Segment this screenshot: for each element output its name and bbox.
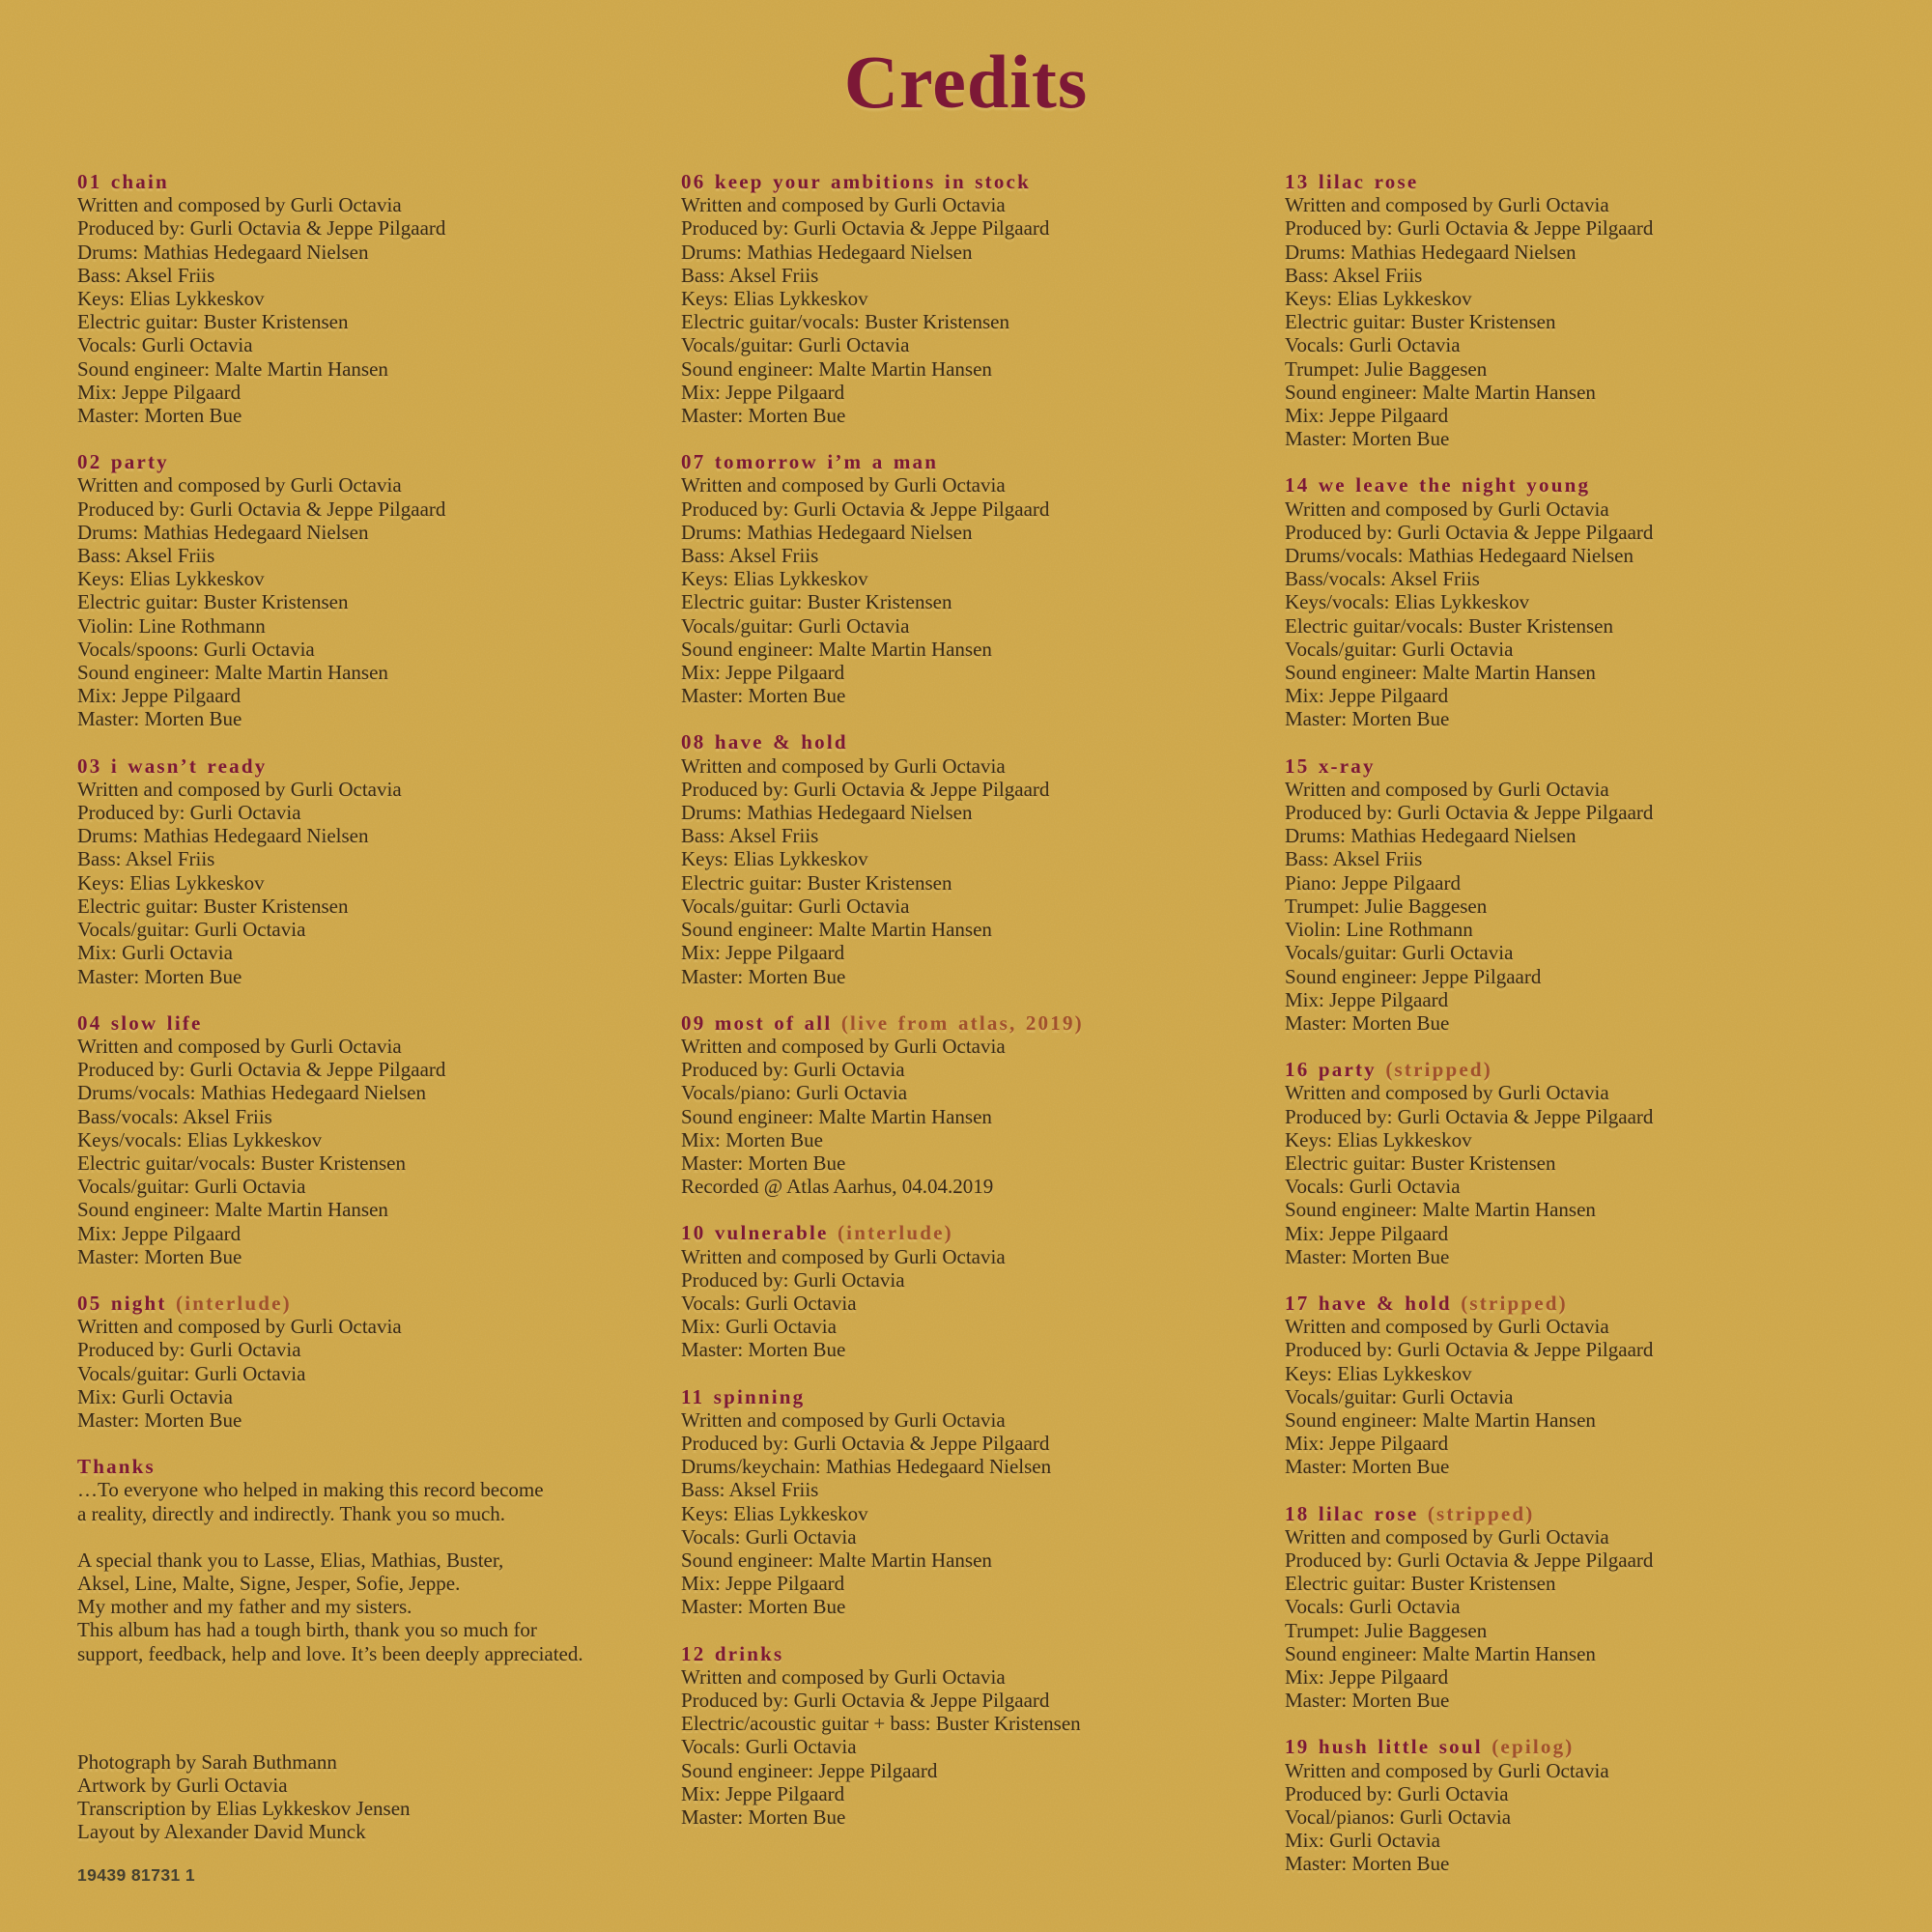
thanks-line: My mother and my father and my sisters. <box>77 1595 412 1619</box>
credit-line: Sound engineer: Malte Martin Hansen <box>1285 661 1596 685</box>
column-1 <box>77 170 652 1887</box>
track-05-section <box>77 1292 652 1432</box>
credit-line: Bass: Aksel Friis <box>681 263 819 287</box>
track-title: have & hold <box>1318 1291 1452 1315</box>
credit-line: Drums: Mathias Hedegaard Nielsen <box>77 520 369 544</box>
track-title: x-ray <box>1318 753 1376 778</box>
credit-line: Vocals: Gurli Octavia <box>1285 1595 1461 1619</box>
track-08-section <box>681 730 1256 987</box>
credit-line: Mix: Jeppe Pilgaard <box>1285 987 1449 1011</box>
track-number: 02 <box>77 450 102 474</box>
track-title-suffix: (live from atlas, 2019) <box>840 1010 1084 1035</box>
credit-line: Mix: Gurli Octavia <box>77 1384 233 1408</box>
credit-line: Written and composed by Gurli Octavia <box>77 473 402 497</box>
credit-line: Written and composed by Gurli Octavia <box>1285 1315 1609 1339</box>
track-heading <box>681 730 1256 753</box>
track-number: 16 <box>1285 1058 1310 1082</box>
track-title-suffix: (stripped) <box>1385 1058 1492 1082</box>
credit-line: Vocals/guitar: Gurli Octavia <box>77 1361 306 1385</box>
credit-line: Electric guitar: Buster Kristensen <box>77 310 349 334</box>
credit-line: Drums: Mathias Hedegaard Nielsen <box>77 240 369 264</box>
credit-line: Written and composed by Gurli Octavia <box>681 473 1006 497</box>
credit-line: Trumpet: Julie Baggesen <box>1285 356 1488 381</box>
thanks-section <box>77 1455 652 1665</box>
credit-line: Electric guitar: Buster Kristensen <box>77 894 349 918</box>
credit-line: Produced by: Gurli Octavia & Jeppe Pilgaard <box>1285 520 1654 544</box>
thanks-paragraph <box>77 1478 652 1524</box>
track-title: have & hold <box>714 730 848 754</box>
track-03-section <box>77 754 652 988</box>
credit-line: Keys: Elias Lykkeskov <box>681 567 868 591</box>
thanks-line: a reality, directly and indirectly. Thank you so much. <box>77 1501 506 1525</box>
track-02-section <box>77 450 652 730</box>
credit-line: Bass: Aksel Friis <box>681 824 819 848</box>
thanks-line: Aksel, Line, Malte, Signe, Jesper, Sofie, Jeppe. <box>77 1571 461 1595</box>
credit-line: Mix: Jeppe Pilgaard <box>1285 404 1449 428</box>
track-title: most of all <box>714 1010 833 1035</box>
thanks-heading: Thanks <box>77 1455 156 1479</box>
track-number: 13 <box>1285 170 1310 193</box>
credit-line: Vocal/pianos: Gurli Octavia <box>1285 1805 1512 1829</box>
thanks-line: A special thank you to Lasse, Elias, Mathias, Buster, <box>77 1548 504 1572</box>
track-18-section <box>1285 1502 1860 1713</box>
credit-line: Keys: Elias Lykkeskov <box>681 847 868 871</box>
credit-line: Electric guitar/vocals: Buster Kristensen <box>681 310 1009 334</box>
column-3 <box>1285 170 1860 1899</box>
column-2 <box>681 170 1256 1852</box>
credit-line: Drums/keychain: Mathias Hedegaard Nielsen <box>681 1455 1052 1479</box>
credit-line: Written and composed by Gurli Octavia <box>77 777 402 801</box>
credit-line: Vocals: Gurli Octavia <box>681 1524 857 1548</box>
credit-line: Master: Morten Bue <box>77 1244 242 1268</box>
track-heading <box>681 170 1256 193</box>
page-title: Credits <box>843 40 1089 124</box>
credit-line: Electric guitar: Buster Kristensen <box>77 590 349 614</box>
credit-line: Written and composed by Gurli Octavia <box>681 193 1006 217</box>
track-title: keep your ambitions in stock <box>714 170 1031 193</box>
track-16-section <box>1285 1058 1860 1268</box>
credit-line: Mix: Jeppe Pilgaard <box>77 1221 242 1245</box>
credit-line: Drums: Mathias Hedegaard Nielsen <box>681 240 973 264</box>
track-heading <box>1285 1292 1860 1315</box>
track-number: 12 <box>681 1641 706 1665</box>
credit-line: Vocals/guitar: Gurli Octavia <box>77 918 306 942</box>
credit-line: Bass: Aksel Friis <box>1285 847 1423 871</box>
track-title: party <box>1318 1058 1377 1082</box>
credit-line: Master: Morten Bue <box>1285 1010 1450 1035</box>
track-heading <box>77 1011 652 1035</box>
credit-line: Vocals/guitar: Gurli Octavia <box>1285 941 1514 965</box>
track-number: 17 <box>1285 1291 1310 1315</box>
credit-line: Written and composed by Gurli Octavia <box>77 1034 402 1058</box>
track-17-section <box>1285 1292 1860 1479</box>
credit-line: Produced by: Gurli Octavia & Jeppe Pilgaard <box>1285 1338 1654 1362</box>
credit-line: Sound engineer: Jeppe Pilgaard <box>681 1758 938 1782</box>
track-number: 15 <box>1285 753 1310 778</box>
credit-line: Master: Morten Bue <box>77 404 242 428</box>
credit-line: Mix: Jeppe Pilgaard <box>681 941 845 965</box>
credit-line: Written and composed by Gurli Octavia <box>77 193 402 217</box>
credit-line: Mix: Gurli Octavia <box>681 1315 837 1339</box>
track-number: 01 <box>77 170 102 193</box>
credit-line: Master: Morten Bue <box>1285 1244 1450 1268</box>
credit-line: Bass: Aksel Friis <box>77 847 215 871</box>
credit-line: Sound engineer: Malte Martin Hansen <box>681 1548 992 1572</box>
credit-line: Master: Morten Bue <box>681 684 846 708</box>
track-07-section <box>681 450 1256 707</box>
credit-line: Mix: Gurli Octavia <box>1285 1829 1440 1853</box>
credit-line: Mix: Jeppe Pilgaard <box>1285 684 1449 708</box>
track-heading <box>681 1221 1256 1244</box>
credit-line: Produced by: Gurli Octavia & Jeppe Pilgaard <box>681 777 1050 801</box>
credit-line: Vocals/guitar: Gurli Octavia <box>681 613 910 638</box>
credit-line: Vocals/guitar: Gurli Octavia <box>681 894 910 918</box>
track-heading <box>77 450 652 473</box>
track-number: 07 <box>681 450 706 474</box>
credit-line: Written and composed by Gurli Octavia <box>1285 1081 1609 1105</box>
colophon-line: Artwork by Gurli Octavia <box>77 1773 288 1797</box>
credit-line: Sound engineer: Malte Martin Hansen <box>1285 1198 1596 1222</box>
credit-line: Written and composed by Gurli Octavia <box>681 753 1006 778</box>
track-title-suffix: (stripped) <box>1461 1291 1568 1315</box>
credit-line: Produced by: Gurli Octavia & Jeppe Pilgaard <box>1285 801 1654 825</box>
credit-line: Written and composed by Gurli Octavia <box>681 1244 1006 1268</box>
credit-line: Electric guitar: Buster Kristensen <box>1285 310 1556 334</box>
track-12-section <box>681 1642 1256 1830</box>
track-heading <box>77 754 652 778</box>
track-title: night <box>110 1291 167 1315</box>
credit-line: Mix: Jeppe Pilgaard <box>1285 1221 1449 1245</box>
credit-line: Electric/acoustic guitar + bass: Buster Kristensen <box>681 1712 1081 1736</box>
credit-line: Master: Morten Bue <box>1285 1689 1450 1713</box>
credit-line: Vocals: Gurli Octavia <box>1285 1175 1461 1199</box>
credit-line: Mix: Morten Bue <box>681 1127 823 1151</box>
track-title: vulnerable <box>714 1221 829 1245</box>
track-number: 11 <box>681 1384 705 1408</box>
credit-line: Keys: Elias Lykkeskov <box>1285 1361 1472 1385</box>
track-11-section <box>681 1385 1256 1619</box>
credit-line: Mix: Jeppe Pilgaard <box>77 684 242 708</box>
credit-line: Keys: Elias Lykkeskov <box>77 870 265 895</box>
credit-line: Keys: Elias Lykkeskov <box>681 1501 868 1525</box>
credit-line: Electric guitar: Buster Kristensen <box>681 590 952 614</box>
credit-line: Keys: Elias Lykkeskov <box>77 567 265 591</box>
colophon-line: Photograph by Sarah Buthmann <box>77 1749 337 1774</box>
track-title: hush little soul <box>1318 1735 1483 1759</box>
credit-line: Sound engineer: Malte Martin Hansen <box>77 1198 388 1222</box>
credit-line: Mix: Gurli Octavia <box>77 941 233 965</box>
credit-line: Produced by: Gurli Octavia <box>1285 1781 1509 1805</box>
credit-line: Trumpet: Julie Baggesen <box>1285 1618 1488 1642</box>
credit-line: Mix: Jeppe Pilgaard <box>1285 1664 1449 1689</box>
credit-line: Master: Morten Bue <box>681 1805 846 1829</box>
track-10-section <box>681 1221 1256 1361</box>
credit-line: Violin: Line Rothmann <box>1285 918 1473 942</box>
credit-line: Vocals/guitar: Gurli Octavia <box>681 333 910 357</box>
credit-line: Keys: Elias Lykkeskov <box>681 287 868 311</box>
credit-line: Keys/vocals: Elias Lykkeskov <box>1285 590 1530 614</box>
track-heading <box>681 1385 1256 1408</box>
credit-line: Mix: Jeppe Pilgaard <box>681 661 845 685</box>
credit-line: Written and composed by Gurli Octavia <box>1285 193 1609 217</box>
track-title: we leave the night young <box>1318 473 1591 497</box>
credit-line: Master: Morten Bue <box>681 1338 846 1362</box>
credit-line: Bass: Aksel Friis <box>681 1478 819 1502</box>
credit-line: Written and composed by Gurli Octavia <box>1285 777 1609 801</box>
credit-line: Vocals/guitar: Gurli Octavia <box>1285 637 1514 661</box>
credit-line: Sound engineer: Malte Martin Hansen <box>681 356 992 381</box>
credit-line: Bass/vocals: Aksel Friis <box>77 1104 272 1128</box>
track-number: 09 <box>681 1010 706 1035</box>
credit-line: Bass: Aksel Friis <box>1285 263 1423 287</box>
credit-line: Drums/vocals: Mathias Hedegaard Nielsen <box>77 1081 426 1105</box>
credit-line: Produced by: Gurli Octavia & Jeppe Pilgaard <box>681 1431 1050 1455</box>
track-heading <box>77 1292 652 1315</box>
credit-line: Vocals/spoons: Gurli Octavia <box>77 637 315 661</box>
track-number: 03 <box>77 753 102 778</box>
credit-line: Bass/vocals: Aksel Friis <box>1285 567 1480 591</box>
credit-line: Drums: Mathias Hedegaard Nielsen <box>1285 240 1577 264</box>
credit-line: Sound engineer: Malte Martin Hansen <box>1285 380 1596 404</box>
track-title: slow life <box>110 1010 203 1035</box>
credit-line: Sound engineer: Jeppe Pilgaard <box>1285 964 1542 988</box>
credit-line: Vocals/piano: Gurli Octavia <box>681 1081 908 1105</box>
credit-line: Vocals/guitar: Gurli Octavia <box>77 1175 306 1199</box>
colophon-line: Transcription by Elias Lykkeskov Jensen <box>77 1797 411 1821</box>
track-title: chain <box>110 170 169 193</box>
credit-line: Produced by: Gurli Octavia <box>681 1058 905 1082</box>
credit-line: Vocals/guitar: Gurli Octavia <box>1285 1384 1514 1408</box>
credit-line: Sound engineer: Malte Martin Hansen <box>77 356 388 381</box>
credit-line: Bass: Aksel Friis <box>681 544 819 568</box>
credit-line: Written and composed by Gurli Octavia <box>1285 497 1609 521</box>
track-title: i wasn’t ready <box>110 753 268 778</box>
credit-line: Produced by: Gurli Octavia & Jeppe Pilgaard <box>1285 1548 1654 1572</box>
credit-line: Sound engineer: Malte Martin Hansen <box>681 918 992 942</box>
credit-line: Master: Morten Bue <box>77 964 242 988</box>
track-number: 06 <box>681 170 706 193</box>
credit-line: Written and composed by Gurli Octavia <box>77 1315 402 1339</box>
credit-line: Master: Morten Bue <box>681 404 846 428</box>
thanks-line: …To everyone who helped in making this record become <box>77 1478 544 1502</box>
credit-line: Written and composed by Gurli Octavia <box>681 1664 1006 1689</box>
track-19-section <box>1285 1735 1860 1875</box>
track-heading <box>1285 473 1860 497</box>
credit-line: Keys: Elias Lykkeskov <box>1285 1127 1472 1151</box>
credit-line: Master: Morten Bue <box>77 1407 242 1432</box>
credit-line: Vocals: Gurli Octavia <box>681 1291 857 1315</box>
track-number: 14 <box>1285 473 1310 497</box>
track-06-section <box>681 170 1256 427</box>
track-title: lilac rose <box>1318 1501 1419 1525</box>
track-heading <box>1285 1502 1860 1525</box>
credit-line: Written and composed by Gurli Octavia <box>1285 1524 1609 1548</box>
track-number: 08 <box>681 730 706 754</box>
credit-line: Electric guitar/vocals: Buster Kristensen <box>77 1151 406 1175</box>
credit-line: Master: Morten Bue <box>77 707 242 731</box>
credit-line: Master: Morten Bue <box>1285 427 1450 451</box>
track-number: 19 <box>1285 1735 1310 1759</box>
credit-line: Violin: Line Rothmann <box>77 613 266 638</box>
credit-line: Bass: Aksel Friis <box>77 544 215 568</box>
track-number: 04 <box>77 1010 102 1035</box>
track-title: tomorrow i’m a man <box>714 450 939 474</box>
colophon-line: Layout by Alexander David Munck <box>77 1820 366 1844</box>
credit-line: Vocals: Gurli Octavia <box>1285 333 1461 357</box>
track-13-section <box>1285 170 1860 450</box>
track-09-section <box>681 1011 1256 1199</box>
credit-line: Trumpet: Julie Baggesen <box>1285 894 1488 918</box>
credit-line: Electric guitar: Buster Kristensen <box>1285 1572 1556 1596</box>
track-title-suffix: (interlude) <box>176 1291 292 1315</box>
credit-line: Recorded @ Atlas Aarhus, 04.04.2019 <box>681 1175 994 1199</box>
track-04-section <box>77 1011 652 1268</box>
credit-line: Master: Morten Bue <box>681 1595 846 1619</box>
credit-line: Mix: Jeppe Pilgaard <box>77 380 242 404</box>
credit-line: Master: Morten Bue <box>681 964 846 988</box>
track-title-suffix: (epilog) <box>1492 1735 1575 1759</box>
credit-line: Produced by: Gurli Octavia & Jeppe Pilgaard <box>681 497 1050 521</box>
credit-line: Master: Morten Bue <box>1285 707 1450 731</box>
track-title: party <box>110 450 169 474</box>
thanks-line: support, feedback, help and love. It’s been deeply appreciated. <box>77 1641 583 1665</box>
credit-line: Sound engineer: Malte Martin Hansen <box>1285 1407 1596 1432</box>
credit-line: Produced by: Gurli Octavia & Jeppe Pilgaard <box>77 497 446 521</box>
track-heading <box>77 170 652 193</box>
track-number: 18 <box>1285 1501 1310 1525</box>
credit-line: Produced by: Gurli Octavia <box>77 801 301 825</box>
credit-line: Drums: Mathias Hedegaard Nielsen <box>681 520 973 544</box>
track-heading <box>681 450 1256 473</box>
track-01-section <box>77 170 652 427</box>
track-title: drinks <box>714 1641 784 1665</box>
track-number: 05 <box>77 1291 102 1315</box>
credit-line: Keys: Elias Lykkeskov <box>1285 287 1472 311</box>
track-number: 10 <box>681 1221 706 1245</box>
track-title-suffix: (stripped) <box>1427 1501 1535 1525</box>
credit-line: Sound engineer: Malte Martin Hansen <box>681 637 992 661</box>
track-heading <box>1285 1735 1860 1758</box>
track-title: lilac rose <box>1318 170 1419 193</box>
catalog-number: 19439 81731 1 <box>77 1864 195 1885</box>
credit-line: Drums: Mathias Hedegaard Nielsen <box>77 824 369 848</box>
track-heading <box>1285 170 1860 193</box>
credit-line: Produced by: Gurli Octavia & Jeppe Pilgaard <box>1285 1104 1654 1128</box>
credit-line: Produced by: Gurli Octavia & Jeppe Pilgaard <box>681 1688 1050 1712</box>
track-heading <box>681 1642 1256 1665</box>
credit-line: Mix: Jeppe Pilgaard <box>681 1572 845 1596</box>
thanks-paragraph <box>77 1548 652 1665</box>
credit-line: Bass: Aksel Friis <box>77 263 215 287</box>
credit-line: Sound engineer: Malte Martin Hansen <box>1285 1641 1596 1665</box>
credit-line: Drums: Mathias Hedegaard Nielsen <box>681 801 973 825</box>
credit-line: Drums: Mathias Hedegaard Nielsen <box>1285 824 1577 848</box>
credit-line: Written and composed by Gurli Octavia <box>681 1407 1006 1432</box>
track-heading <box>681 1011 1256 1035</box>
track-title-suffix: (interlude) <box>837 1221 953 1245</box>
colophon-section <box>77 1750 652 1844</box>
credit-line: Keys: Elias Lykkeskov <box>77 287 265 311</box>
credit-line: Mix: Jeppe Pilgaard <box>681 380 845 404</box>
credit-line: Electric guitar: Buster Kristensen <box>1285 1151 1556 1175</box>
credit-line: Produced by: Gurli Octavia <box>77 1338 301 1362</box>
credit-line: Produced by: Gurli Octavia & Jeppe Pilgaard <box>77 216 446 241</box>
thanks-line: This album has had a tough birth, thank you so much for <box>77 1618 537 1642</box>
credit-line: Sound engineer: Malte Martin Hansen <box>77 661 388 685</box>
credit-line: Drums/vocals: Mathias Hedegaard Nielsen <box>1285 544 1634 568</box>
credit-line: Produced by: Gurli Octavia & Jeppe Pilgaard <box>77 1058 446 1082</box>
credit-line: Vocals: Gurli Octavia <box>77 333 253 357</box>
credit-line: Electric guitar: Buster Kristensen <box>681 870 952 895</box>
track-15-section <box>1285 754 1860 1035</box>
credit-line: Sound engineer: Malte Martin Hansen <box>681 1104 992 1128</box>
credit-line: Produced by: Gurli Octavia & Jeppe Pilgaard <box>681 216 1050 241</box>
credit-line: Written and composed by Gurli Octavia <box>1285 1758 1609 1782</box>
track-heading <box>1285 754 1860 778</box>
track-title: spinning <box>713 1384 806 1408</box>
credit-line: Written and composed by Gurli Octavia <box>681 1034 1006 1058</box>
credit-line: Produced by: Gurli Octavia & Jeppe Pilgaard <box>1285 216 1654 241</box>
credit-line: Piano: Jeppe Pilgaard <box>1285 870 1461 895</box>
credit-line: Master: Morten Bue <box>1285 1455 1450 1479</box>
credit-line: Mix: Jeppe Pilgaard <box>1285 1432 1449 1456</box>
track-14-section <box>1285 473 1860 730</box>
credit-line: Keys/vocals: Elias Lykkeskov <box>77 1127 323 1151</box>
credit-line: Mix: Jeppe Pilgaard <box>681 1781 845 1805</box>
credit-line: Master: Morten Bue <box>681 1151 846 1175</box>
credit-line: Electric guitar/vocals: Buster Kristensen <box>1285 613 1613 638</box>
credit-line: Vocals: Gurli Octavia <box>681 1735 857 1759</box>
credit-line: Master: Morten Bue <box>1285 1852 1450 1876</box>
track-heading <box>1285 1058 1860 1081</box>
credit-line: Produced by: Gurli Octavia <box>681 1267 905 1292</box>
